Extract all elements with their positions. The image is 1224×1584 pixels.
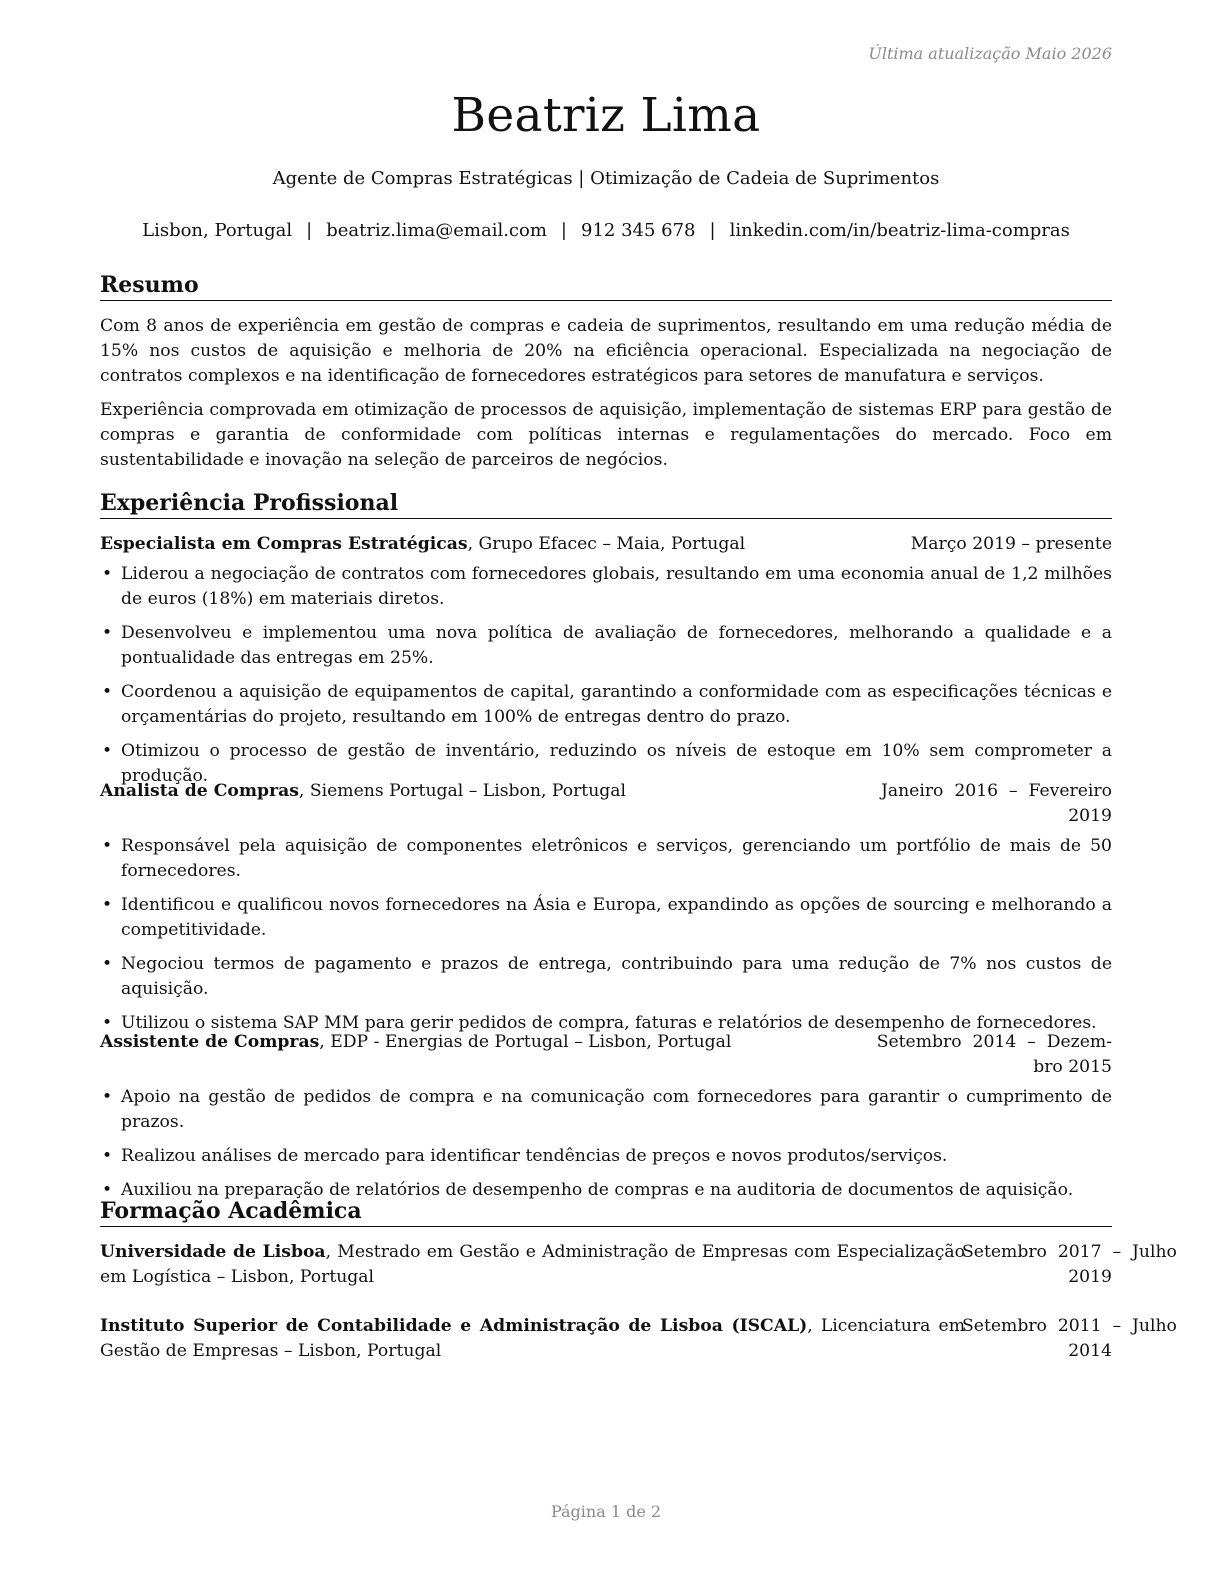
job-header [100,1030,1112,1080]
education-dates [962,1240,1177,1290]
job-company: , EDP - Energias de Portugal – Lisbon, Portugal [319,1032,732,1052]
job-bullets [100,562,1112,798]
contact-linkedin[interactable]: linkedin.com/in/beatriz-lima-compras [729,220,1070,241]
contact-separator: | [709,220,716,241]
contact-line [100,220,1112,241]
section-title-summary: Resumo [100,271,1112,301]
job-company: , Siemens Portugal – Lisbon, Portugal [298,781,627,801]
education-dates-line: 2019 [1068,1267,1112,1287]
education-entry [100,1314,1177,1364]
section-title-experience: Experiência Profissional [100,489,1112,519]
job-dates-line: Janeiro 2016 – Fevereiro [880,781,1112,801]
list-item: • Apoio na gestão de pedidos de compra e na comunicação com fornecedores para garantir o cumprimento de prazos. [100,1085,1112,1135]
list-item: • Coordenou a aquisição de equipamentos de capital, garantindo a conformidade com as especificações técnicas e orçamentárias do projeto, resultando em 100% de entregas dentro do prazo. [100,680,1112,730]
job-role: Especialista em Compras Estratégicas [100,534,468,554]
list-item: • Otimizou o processo de gestão de inventário, reduzindo os níveis de estoque em 10% sem comprometer a produção. [100,739,1112,789]
job-header [100,779,1112,829]
list-item: • Desenvolveu e implementou uma nova política de avaliação de fornecedores, melhorando a qualidade e a pontualidade das entregas em 25%. [100,621,1112,671]
contact-separator: | [306,220,313,241]
list-item: • Utilizou o sistema SAP MM para gerir pedidos de compra, faturas e relatórios de desempenho de fornecedores. [100,1011,1112,1036]
summary-paragraph: Experiência comprovada em otimização de processos de aquisição, implementação de sistemas ERP para gestão de compras e garantia de conformidade com políticas internas e regulamentações do mercado. Foco em sustentabilidade e inovação na seleção de parceiros de negócios. [100,400,1112,470]
resume-page [100,0,1177,1584]
last-updated: Última atualização Maio 2026 [868,44,1112,63]
candidate-name: Beatriz Lima [451,88,761,143]
job-role: Assistente de Compras [100,1032,320,1052]
list-item: • Realizou análises de mercado para identificar tendências de preços e novos produtos/serviços. [100,1144,1112,1169]
section-title-education: Formação Acadêmica [100,1197,1112,1227]
job-dates: Março 2019 – presente [910,534,1112,554]
education-entry [100,1240,1177,1290]
job-bullets [100,834,1112,1045]
contact-location: Lisbon, Portugal [142,220,293,241]
list-item: • Liderou a negociação de contratos com fornecedores globais, resultando em uma economia anual de 1,2 milhões de euros (18%) em materiais diretos. [100,562,1112,612]
list-item: • Negociou termos de pagamento e prazos de entrega, contribuindo para uma redução de 7% nos custos de aquisição. [100,952,1112,1002]
tagline: Agente de Compras Estratégicas | Otimização de Cadeia de Suprimentos [272,168,940,189]
list-item: • Identificou e qualificou novos fornecedores na Ásia e Europa, expandindo as opções de sourcing e melhorando a competitividade. [100,893,1112,943]
job-header [100,532,1112,557]
education-detail: , Licenciatura em Gestão de Empresas – Lisbon, Portugal [100,1316,965,1361]
list-item: • Auxiliou na preparação de relatórios de desempenho de compras e na auditoria de documentos de aquisição. [100,1178,1112,1203]
education-dates-line: 2014 [1068,1341,1112,1361]
list-item: • Responsável pela aquisição de componentes eletrônicos e serviços, gerenciando um portfólio de mais de 50 fornecedores. [100,834,1112,884]
summary-paragraph: Com 8 anos de experiência em gestão de compras e cadeia de suprimentos, resultando em uma redução média de 15% nos custos de aquisição e melhoria de 20% na eficiência operacional. Especializada na negociação de contratos complexos e na identificação de fornecedores estratégicos para setores de manufatura e serviços. [100,316,1112,386]
education-school: Instituto Superior de Contabilidade e Administração de Lisboa (ISCAL) [100,1316,808,1336]
job-role: Analista de Compras [100,781,299,801]
contact-separator: | [560,220,567,241]
contact-email[interactable]: beatriz.lima@email.com [326,220,547,241]
job-company: , Grupo Efacec – Maia, Portugal [467,534,746,554]
education-dates-line: Setembro 2011 – Julho [962,1316,1177,1336]
job-dates [877,1030,1112,1080]
education-detail: , Mestrado em Gestão e Administração de Empresas com Especialização em Logística – Lisbon, Portugal [100,1242,966,1287]
page-number: Página 1 de 2 [550,1502,662,1521]
contact-phone: 912 345 678 [581,220,696,241]
education-school: Universidade de Lisboa [100,1242,326,1262]
job-dates-line: Setembro 2014 – Dezem- [876,1032,1112,1052]
education-dates-line: Setembro 2017 – Julho [962,1242,1177,1262]
job-dates-line: bro 2015 [1033,1057,1112,1077]
job-dates-line: 2019 [1068,806,1112,826]
job-bullets [100,1085,1112,1212]
education-dates [962,1314,1177,1364]
job-dates [881,779,1112,829]
